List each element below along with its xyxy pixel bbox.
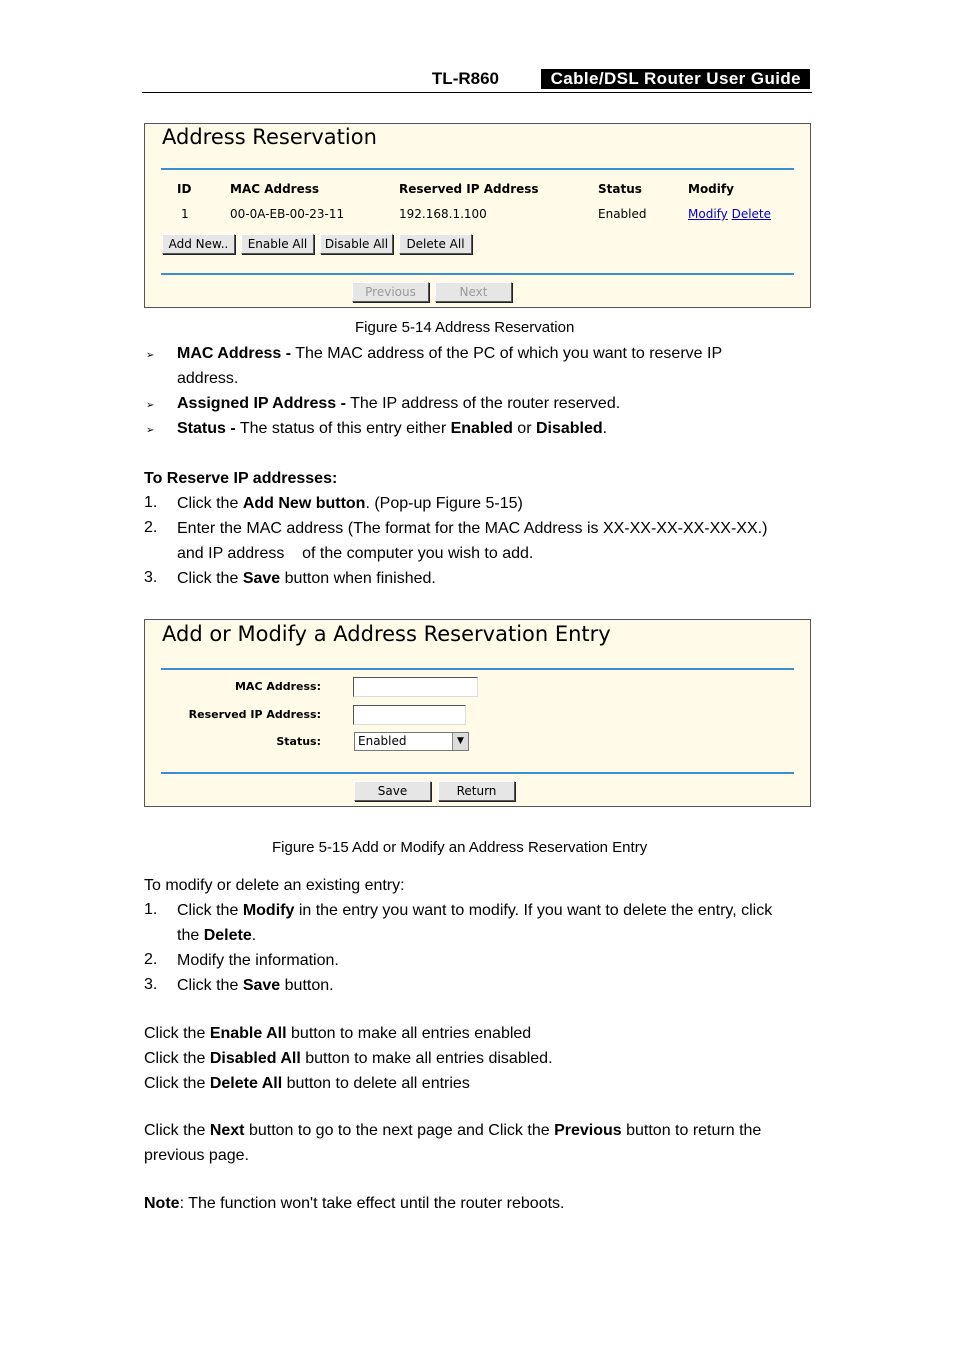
add-modify-entry-panel bbox=[144, 619, 811, 807]
guide-title: Cable/DSL Router User Guide bbox=[541, 69, 810, 89]
reserved-ip-label: Reserved IP Address: bbox=[188, 708, 321, 721]
bullet-arrow-icon: ➢ bbox=[146, 400, 155, 411]
note: Note: The function won't take effect until the router reboots. bbox=[144, 1195, 565, 1212]
next-button[interactable]: Next bbox=[435, 282, 512, 302]
add-new-button[interactable]: Add New.. bbox=[162, 234, 235, 254]
col-ip: Reserved IP Address bbox=[399, 182, 539, 196]
reserved-ip-input[interactable] bbox=[353, 705, 466, 725]
row-id: 1 bbox=[181, 207, 189, 221]
row-mac: 00-0A-EB-00-23-11 bbox=[230, 207, 345, 221]
step-number: 3. bbox=[144, 976, 158, 993]
row-actions bbox=[688, 207, 771, 221]
model-name: TL-R860 bbox=[431, 69, 499, 88]
previous-button[interactable]: Previous bbox=[352, 282, 429, 302]
reserve-step-2-cont: and IP address of the computer you wish to add. bbox=[177, 545, 534, 562]
bullet-assigned-ip: Assigned IP Address - The IP address of the router reserved. bbox=[177, 395, 621, 412]
next-previous-text-cont: previous page. bbox=[144, 1147, 249, 1164]
action-delete-all: Click the Delete All button to delete all entries bbox=[144, 1075, 470, 1092]
mac-address-input[interactable] bbox=[353, 677, 478, 697]
reserve-step-3: Click the Save button when finished. bbox=[177, 570, 436, 587]
save-button[interactable]: Save bbox=[354, 781, 431, 801]
figure-14-caption: Figure 5-14 Address Reservation bbox=[355, 319, 575, 336]
address-reservation-panel bbox=[144, 123, 811, 308]
action-enable-all: Click the Enable All button to make all entries enabled bbox=[144, 1025, 532, 1042]
bullet-arrow-icon: ➢ bbox=[146, 425, 155, 436]
modify-link[interactable]: Modify bbox=[688, 207, 728, 221]
reserve-heading: To Reserve IP addresses: bbox=[144, 470, 338, 487]
figure-15-caption: Figure 5-15 Add or Modify an Address Reservation Entry bbox=[272, 839, 648, 856]
col-id: ID bbox=[177, 182, 192, 196]
panel-title: Add or Modify a Address Reservation Entry bbox=[162, 622, 611, 646]
divider bbox=[161, 772, 794, 774]
bullet-mac-cont: address. bbox=[177, 370, 239, 387]
disable-all-button[interactable]: Disable All bbox=[320, 234, 393, 254]
divider bbox=[161, 168, 794, 170]
divider bbox=[161, 273, 794, 275]
step-number: 2. bbox=[144, 951, 158, 968]
action-disable-all: Click the Disabled All button to make all entries disabled. bbox=[144, 1050, 553, 1067]
bullet-status: Status - The status of this entry either Enabled or Disabled. bbox=[177, 420, 608, 437]
panel-title: Address Reservation bbox=[162, 125, 377, 149]
step-number: 3. bbox=[144, 569, 158, 586]
bullet-mac: MAC Address - The MAC address of the PC of which you want to reserve IP bbox=[177, 345, 723, 362]
step-number: 1. bbox=[144, 494, 158, 511]
step-number: 1. bbox=[144, 901, 158, 918]
modify-step-3: Click the Save button. bbox=[177, 977, 334, 994]
return-button[interactable]: Return bbox=[438, 781, 515, 801]
row-ip: 192.168.1.100 bbox=[399, 207, 487, 221]
delete-all-button[interactable]: Delete All bbox=[399, 234, 472, 254]
col-mac: MAC Address bbox=[230, 182, 320, 196]
page-header bbox=[142, 66, 812, 93]
modify-step-1-cont: the Delete. bbox=[177, 927, 257, 944]
enable-all-button[interactable]: Enable All bbox=[241, 234, 314, 254]
reserve-step-2: Enter the MAC address (The format for the MAC Address is XX-XX-XX-XX-XX-XX.) bbox=[177, 520, 768, 537]
bullet-arrow-icon: ➢ bbox=[146, 350, 155, 361]
row-status: Enabled bbox=[598, 207, 647, 221]
modify-step-2: Modify the information. bbox=[177, 952, 339, 969]
modify-intro: To modify or delete an existing entry: bbox=[144, 877, 405, 894]
col-status: Status bbox=[598, 182, 642, 196]
next-previous-text: Click the Next button to go to the next page and Click the Previous button to return the bbox=[144, 1122, 762, 1139]
status-select[interactable] bbox=[354, 732, 469, 751]
col-modify: Modify bbox=[688, 182, 734, 196]
modify-step-1: Click the Modify in the entry you want to modify. If you want to delete the entry, click bbox=[177, 902, 773, 919]
status-selected-value: Enabled bbox=[358, 734, 407, 748]
step-number: 2. bbox=[144, 519, 158, 536]
delete-link[interactable]: Delete bbox=[731, 207, 772, 221]
divider bbox=[161, 668, 794, 670]
reserve-step-1: Click the Add New button. (Pop-up Figure 5-15) bbox=[177, 495, 523, 512]
mac-address-label: MAC Address: bbox=[234, 680, 321, 693]
status-label: Status: bbox=[276, 735, 321, 748]
dropdown-arrow-icon[interactable]: ▼ bbox=[452, 733, 468, 750]
